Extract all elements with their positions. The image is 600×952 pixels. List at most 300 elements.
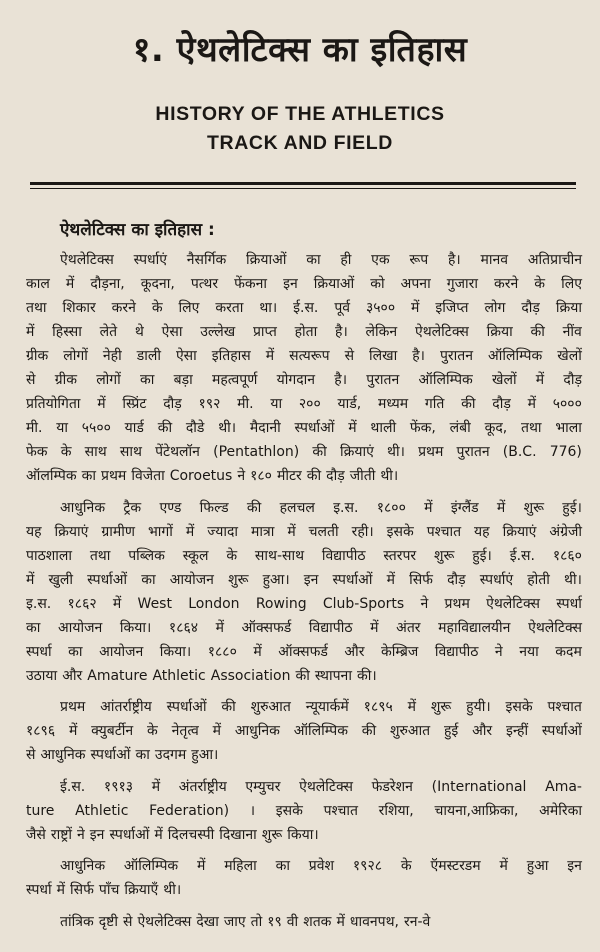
word: Association <box>210 667 291 684</box>
paragraph-line <box>26 695 582 719</box>
word: स्पर्धाएं <box>133 252 168 268</box>
word: का <box>140 372 155 388</box>
word: साथ-साथ <box>254 547 305 564</box>
word: सिर्फ <box>70 882 94 898</box>
word: थी। <box>218 420 237 436</box>
word: ऑक्सफर्ड <box>241 619 292 636</box>
word: है। <box>448 252 461 268</box>
word: यह <box>26 523 42 540</box>
word: का <box>135 747 150 763</box>
word: हिस्सा <box>52 324 82 340</box>
word: ऑक्सफर्ड <box>278 643 328 660</box>
word: के <box>226 547 238 564</box>
word: स्पर्धाओं <box>109 826 150 843</box>
paragraph <box>26 248 582 488</box>
paragraph-line <box>26 272 582 296</box>
word: का <box>306 252 321 268</box>
word: Amature <box>87 667 148 684</box>
word: में <box>496 499 506 516</box>
word: में <box>196 858 206 874</box>
word: इन <box>567 858 582 874</box>
word: ग्रीक <box>26 348 49 364</box>
word: पुरातन <box>439 348 474 364</box>
word: फेक <box>26 444 48 460</box>
word: दृष्टी <box>98 913 118 930</box>
word: लिए <box>178 300 200 316</box>
word: डाली <box>136 348 161 364</box>
word: थे <box>134 324 144 340</box>
word: है। <box>335 324 348 340</box>
word: में <box>56 882 66 898</box>
word: मी. <box>237 396 254 412</box>
word: London <box>188 595 240 612</box>
word: शुरू <box>228 571 249 588</box>
word: फेंक, <box>409 420 436 436</box>
word: इन <box>283 276 298 292</box>
word: १८६० <box>552 547 582 564</box>
word: थी। <box>387 444 405 460</box>
word: क्रिया <box>486 324 513 340</box>
paragraph-line <box>26 248 582 272</box>
word: शुरुआत <box>389 723 431 739</box>
word: दौड़ <box>563 372 582 388</box>
paragraph-line <box>26 823 582 847</box>
word: में <box>348 420 357 436</box>
word: विद्यापीठ <box>321 547 366 564</box>
paragraph-line <box>26 799 582 823</box>
word: स्तरपर <box>383 547 417 564</box>
word: ऍमस्टरडम <box>430 858 481 874</box>
word: क्रियाएँ <box>124 882 159 898</box>
word: में <box>370 619 379 636</box>
word: क्रिया <box>555 300 582 316</box>
word: में <box>68 723 78 739</box>
word: सत्यरूप <box>289 348 330 364</box>
word: तांत्रिक <box>60 913 94 930</box>
word: ई.स. <box>509 547 535 564</box>
word: शुरुआत <box>250 699 291 715</box>
word: भाला <box>555 420 582 436</box>
word: पूर्व <box>334 300 351 316</box>
word: प्रथम <box>444 595 470 612</box>
word: के <box>60 444 72 460</box>
word: मी. <box>26 420 43 436</box>
word: १८०० <box>376 499 406 516</box>
word: में <box>424 499 433 516</box>
word: की <box>361 723 377 739</box>
word: इन <box>89 826 105 843</box>
word: शुरू <box>261 826 283 843</box>
word: में <box>253 643 262 660</box>
paragraph-line <box>26 592 582 616</box>
word: स्पर्धाओं <box>87 571 128 588</box>
word: क्युबर्टीन <box>91 723 134 739</box>
word: विद्यापीठ <box>434 643 479 660</box>
word: ऑलिम्पिक <box>418 372 473 388</box>
word: हुई। <box>562 499 582 516</box>
word: में <box>411 300 420 316</box>
word: इसके <box>386 523 414 540</box>
word: पश्चात <box>426 523 462 540</box>
word: सिर्फ <box>409 571 433 588</box>
word: उल्लेख <box>200 324 236 340</box>
word: पेंटेथलॉन <box>155 444 200 460</box>
word: ग्रीक <box>54 372 77 388</box>
word: शतक <box>303 913 332 930</box>
word: में <box>386 571 395 588</box>
word: या <box>56 420 68 436</box>
word: योगदान <box>276 372 316 388</box>
word: होती <box>527 571 550 588</box>
word: में <box>499 858 508 874</box>
word: आयोजन <box>99 643 144 660</box>
word: की <box>157 420 173 436</box>
section-heading: ऐथलेटिक्स का इतिहास : <box>60 220 215 240</box>
paragraph-line <box>26 743 582 767</box>
paragraph-line <box>26 854 582 878</box>
word: नेतृत्व <box>171 723 199 739</box>
word: के <box>534 276 546 292</box>
word: तथा <box>520 420 542 436</box>
word: स्पर्धाओं <box>332 571 373 588</box>
word: में <box>336 913 345 930</box>
word: होता <box>294 324 318 340</box>
word: इन्हीं <box>505 723 529 739</box>
word: आधुनिक <box>234 723 280 739</box>
word: विजेता <box>131 468 165 484</box>
word: शुरू <box>523 499 544 516</box>
word: धावनपथ, <box>349 913 399 930</box>
word: इन <box>303 571 319 588</box>
word: आंतर्राष्ट्रीय <box>100 699 152 715</box>
word: में <box>527 396 536 412</box>
word: से <box>26 747 36 763</box>
word: लोगों <box>96 372 121 388</box>
paragraph-line <box>26 878 582 902</box>
word: में <box>407 699 417 715</box>
word: कूदना, <box>140 276 175 292</box>
word: करने <box>494 276 519 292</box>
word: और <box>472 723 493 739</box>
word: ट्रैक <box>123 499 142 516</box>
english-title-line-2: TRACK AND FIELD <box>207 132 393 154</box>
word: फेडरेशन <box>371 778 413 795</box>
word: लोगों <box>63 348 88 364</box>
word: आयोजन <box>58 619 103 636</box>
word: साथ <box>84 444 107 460</box>
word: (Pentathlon) <box>213 444 300 460</box>
word: मात्रा <box>251 523 275 540</box>
word: आधुनिक <box>60 499 106 516</box>
word: से <box>26 372 36 388</box>
word: हुई <box>443 723 459 739</box>
word: ५००० <box>552 396 582 412</box>
word: स्पर्धाओं <box>166 699 207 715</box>
word: पाँच <box>98 882 120 898</box>
word: क्रियाएं <box>502 523 537 540</box>
word: से <box>344 348 355 364</box>
word: में <box>26 571 35 588</box>
word: में <box>185 523 195 540</box>
word: चलती <box>308 523 339 540</box>
word: स्पर्धाओं <box>541 723 582 739</box>
word: में <box>26 324 35 340</box>
paragraph-line <box>26 496 582 520</box>
word: मध्यम <box>377 396 409 412</box>
word: अतिप्राचीन <box>527 252 582 268</box>
paragraph-line <box>26 719 582 743</box>
word: में <box>154 826 163 843</box>
paragraph-line <box>26 368 582 392</box>
word: किया। <box>287 826 319 843</box>
word: पाठशाला <box>26 547 72 564</box>
word: अंतर <box>396 619 421 636</box>
paragraph-line <box>26 320 582 344</box>
word: ऐथलेटिक्स <box>60 252 114 268</box>
word: इजिप्त <box>435 300 469 316</box>
word: कूद, <box>484 420 508 436</box>
word: Athletic <box>75 802 129 819</box>
word: जाए <box>223 913 246 930</box>
word: राष्ट्रों <box>50 826 73 843</box>
word: हलचल <box>279 499 315 516</box>
word: में <box>535 372 545 388</box>
word: ऐथलेटिक्स <box>299 778 353 795</box>
word: नैसर्गिक <box>186 252 227 268</box>
word: स्पर्धा <box>26 643 52 660</box>
word: यह <box>474 523 490 540</box>
word: ज्यादा <box>207 523 239 540</box>
word: साथ <box>119 444 142 460</box>
word: महिला <box>224 858 257 874</box>
word: क्रियाओं <box>313 276 355 292</box>
word: गुजारा <box>446 276 478 292</box>
word: का <box>68 643 83 660</box>
word: Federation) <box>149 802 230 819</box>
word: की <box>306 468 322 484</box>
paragraph-line <box>26 464 582 488</box>
word: थाली <box>370 420 397 436</box>
word: खुली <box>48 571 74 588</box>
title-divider-thick <box>30 182 576 185</box>
word: महाविद्यालयीन <box>438 619 511 636</box>
word: किया। <box>159 643 192 660</box>
word: दौड़ <box>326 468 345 484</box>
word: ई.स. <box>293 300 319 316</box>
word: १८९६ <box>26 723 56 739</box>
word: पुरातन <box>456 444 490 460</box>
word: की <box>530 324 545 340</box>
paragraph <box>26 496 582 688</box>
word: ऐथलेटिक्स <box>414 324 469 340</box>
word: स्पर्धा <box>556 595 582 612</box>
word: ऐथलेटिक्स <box>528 619 582 636</box>
word: ने <box>77 826 85 843</box>
word: (International <box>431 778 527 795</box>
word: ई.स. <box>60 778 86 795</box>
paragraph-line <box>26 616 582 640</box>
word: प्राप्त <box>252 324 277 340</box>
word: के <box>400 858 412 874</box>
word: उदगम <box>154 747 187 763</box>
word: ऐथलेटिक्स <box>486 595 540 612</box>
word: रही। <box>351 523 374 540</box>
word: ५५०० <box>81 420 111 436</box>
word: ऑलम्पिक <box>26 468 77 484</box>
word: का <box>141 571 156 588</box>
word: २०० <box>298 396 321 412</box>
word: वी <box>286 913 299 930</box>
word: थी। <box>380 468 399 484</box>
word: पत्थर <box>190 276 219 292</box>
word: स्पर्धाओं <box>90 747 131 763</box>
word: आधुनिक <box>60 858 106 874</box>
word: West <box>137 595 172 612</box>
word: विद्यापीठ <box>308 619 353 636</box>
word: दौड़ <box>447 571 466 588</box>
word: १८८० <box>207 643 237 660</box>
word: आधुनिक <box>40 747 86 763</box>
word: लिए <box>561 276 582 292</box>
word: हुआ। <box>262 571 290 588</box>
word: इसके <box>275 802 303 819</box>
word: Athletic <box>152 667 206 684</box>
word: में <box>151 778 161 795</box>
paragraph-line <box>26 544 582 568</box>
word: देखा <box>196 913 219 930</box>
word: की <box>312 444 327 460</box>
word: नींव <box>562 324 582 340</box>
word: खेलों <box>492 372 517 388</box>
paragraph-line <box>26 440 582 464</box>
word: पुरातन <box>366 372 400 388</box>
word: स्पर्धाओं <box>294 420 335 436</box>
word: अमेरिका <box>539 802 582 819</box>
paragraph-line <box>26 520 582 544</box>
word: Ama- <box>545 778 582 795</box>
word: हुयी। <box>466 699 491 715</box>
word: स्पर्धा <box>26 882 52 898</box>
title-divider-thin <box>30 188 576 189</box>
word: (B.C. <box>502 444 537 460</box>
word: में <box>287 523 296 540</box>
word: में <box>97 396 106 412</box>
paragraph <box>26 910 582 934</box>
word: लंबी <box>449 420 471 436</box>
word: फिल्ड <box>199 499 229 516</box>
word: हुआ। <box>191 747 219 763</box>
word: रशिया, <box>378 802 414 819</box>
word: में <box>265 348 275 364</box>
paragraph <box>26 695 582 767</box>
word: थी। <box>163 882 182 898</box>
word: बड़ा <box>173 372 193 388</box>
word: ने <box>494 643 503 660</box>
word: पश्चात <box>547 699 582 715</box>
word: प्रथम <box>418 444 444 460</box>
body-text <box>26 248 582 941</box>
word: क्रियाएं <box>339 444 374 460</box>
word: तो <box>250 913 263 930</box>
word: पब्लिक <box>128 547 165 564</box>
word: कदम <box>555 643 582 660</box>
word: में <box>65 276 75 292</box>
word: ने <box>237 468 246 484</box>
word: दौड़ <box>521 300 540 316</box>
word: ऐसा <box>175 348 197 364</box>
word: थी। <box>564 571 582 588</box>
word: १९१३ <box>103 778 134 795</box>
word: शिकार <box>62 300 96 316</box>
english-title-line-1: HISTORY OF THE ATHLETICS <box>155 103 445 125</box>
word: मीटर <box>276 468 302 484</box>
word: की <box>461 396 476 412</box>
word: इ.स. <box>26 595 52 612</box>
word: करने <box>111 300 136 316</box>
word: अंग्रेजी <box>549 523 582 540</box>
word: तथा <box>26 300 47 316</box>
word: अंतर्राष्ट्रीय <box>178 778 227 795</box>
word: ऑलिम्पिक <box>488 348 543 364</box>
paragraph-line <box>26 664 582 688</box>
word: १९२८ <box>352 858 383 874</box>
word: दिखाना <box>219 826 257 843</box>
paragraph-line <box>26 568 582 592</box>
word: जीती <box>349 468 376 484</box>
paragraph <box>26 775 582 847</box>
word: लोग <box>484 300 506 316</box>
word: नेही <box>102 348 122 364</box>
word: किया। <box>119 619 152 636</box>
word: का <box>26 619 41 636</box>
word: ३५०० <box>365 300 396 316</box>
word: में <box>212 723 222 739</box>
word: इंग्लैंड <box>450 499 479 516</box>
word: क्रियाओं <box>246 252 287 268</box>
word: १९२ <box>198 396 221 412</box>
word: ग्रामीण <box>101 523 135 540</box>
word: शुरू <box>430 699 452 715</box>
word: फेंकना <box>234 276 268 292</box>
paragraph-line <box>26 416 582 440</box>
word: है। <box>412 348 425 364</box>
word: दिलचस्पी <box>167 826 215 843</box>
word: काल <box>26 276 50 292</box>
word: लिखा <box>369 348 398 364</box>
chapter-title: १. ऐथलेटिक्स का इतिहास <box>132 30 468 70</box>
word: Rowing <box>255 595 307 612</box>
word: अपना <box>400 276 431 292</box>
word: ऐसा <box>161 324 183 340</box>
word: पश्चात <box>323 802 358 819</box>
word: है। <box>334 372 348 388</box>
word: उठाया <box>26 667 58 684</box>
word: लेकिन <box>365 324 398 340</box>
word: चायना,आफ्रिका, <box>434 802 519 819</box>
word: शुरू <box>434 547 455 564</box>
word: नया <box>519 643 539 660</box>
word: या <box>270 396 283 412</box>
word: केम्ब्रिज <box>381 643 419 660</box>
paragraph-line <box>26 344 582 368</box>
word: स्प्रिंट <box>122 396 147 412</box>
word: Coroetus <box>169 468 233 484</box>
word: तथा <box>89 547 111 564</box>
word: ture <box>26 802 55 819</box>
word: हुआ <box>526 858 549 874</box>
word: मैदानी <box>249 420 281 436</box>
word: महत्वपूर्ण <box>212 372 258 388</box>
